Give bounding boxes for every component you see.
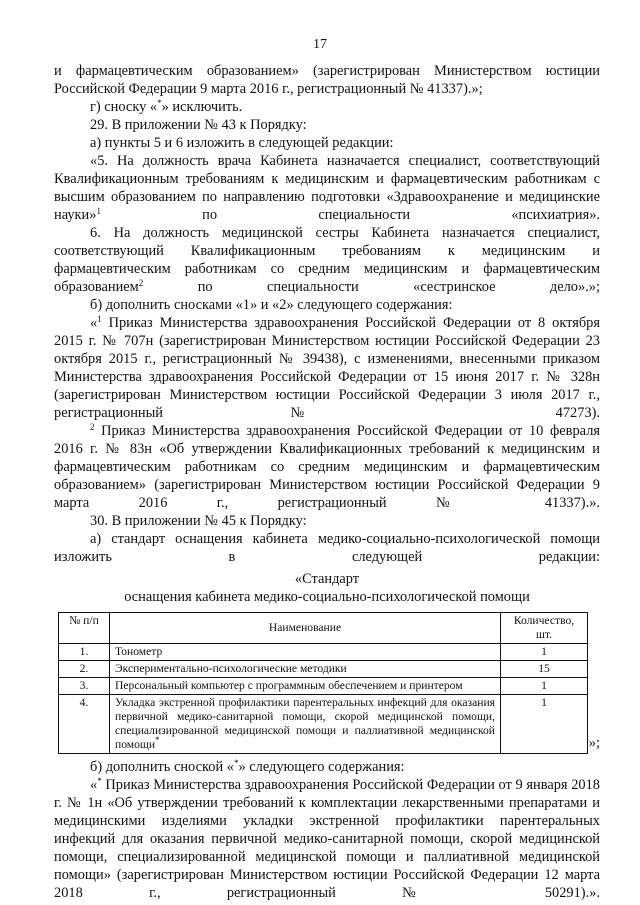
footnote-mark-1: 1 [96,206,101,216]
footnote-1-text: «$^1$ Приказ Министерства здравоохранения Российской Федерации от 8 октября 2015 г. № 707н (зарегистрирован Министерством юстиции Российской Федерации 23 октября 2015 г., регистрационный № 39438), с изменениями, внесенными приказом Министерства здравоохранения Российской Федерации от 15 июня 2017 г. № 328н (зарегистрирован Министерством юстиции Российской Федерации 3 июля 2017 г., регистрационный № 47273). [54,314,600,421]
footnote-star: * [155,735,160,745]
row-quantity: 1 [501,644,588,661]
paragraph-footnote-removal: г) сноску «*» исключить. [90,98,243,115]
table-header-row [59,613,588,644]
footnote-mark-2: 2 [138,278,144,288]
table-row [59,678,588,695]
table-closing-quote: »; [588,735,600,751]
row-quantity: 1 [501,678,588,695]
equipment-table-wrap [54,612,600,754]
header-name: Наименование [110,613,501,644]
paragraph-continuation: и фармацевтическим образованием» (зарегистрирован Министерством юстиции [54,63,600,79]
row-name: Тонометр [110,644,501,661]
item-a-points: а) пункты 5 и 6 изложить в следующей редакции: [90,135,394,151]
row-name: Персональный компьютер с программным обеспечением и принтером [110,678,501,695]
document-body [54,62,600,902]
section-29-heading: 29. В приложении № 43 к Порядку: [90,117,307,133]
row-quantity: 1 [501,695,588,754]
row-name: Экспериментально-психологические методики [110,661,501,678]
standard-title: «Стандарт [294,571,360,587]
table-row [59,644,588,661]
section-30-heading: 30. В приложении № 45 к Порядку: [90,513,307,529]
equipment-table [58,612,588,754]
item-a-standard: а) стандарт оснащения кабинета медико-социально-психологической помощи изложить в следующей редакции: [54,531,600,565]
row-number: 4. [59,695,110,754]
footnote-2-text: $^2$ Приказ Министерства здравоохранения Российской Федерации от 10 февраля 2016 г. № 83н «Об утверждении Квалификационных требований к медицинским и фармацевтическим работникам со средним медицинским и фармацевтическим образованием» (зарегистрирован Министерством юстиции Российской Федерации 9 марта 2016 г., регистрационный № 41337).». [54,422,600,511]
point-6-text: 6. На должность медицинской сестры Кабинета назначается специалист, соответствующий Квалификационным требованиям к медицинским и фармацевтическим работникам со средним медицинским и фармацевтическим образованием$^2$ по специальности «сестринское дело».»; [54,225,600,295]
header-quantity: Количество, шт. [501,613,588,644]
table-row [59,661,588,678]
row-name: Укладка экстренной профилактики парентеральных инфекций для оказания первичной медико-санитарной помощи, скорой медицинской помощи, специализированной медицинской помощи и паллиативной медицинской помощи* [110,695,501,754]
header-number: № п/п [59,613,110,644]
footnote-star-text: «* Приказ Министерства здравоохранения Российской Федерации от 9 января 2018 г. № 1н «Об утверждении требований к комплектации лекарственными препаратами и медицинскими изделиями укладки экстренной профилактики парентеральных инфекций для оказания первичной медико-санитарной помощи, скорой медицинской помощи, специализированной медицинской помощи и паллиативной медицинской помощи» (зарегистрирован Министерством юстиции Российской Федерации 12 марта 2018 г., регистрационный № 50291).». [54,776,600,901]
point-5-text: «5. На должность врача Кабинета назначается специалист, соответствующий Квалификационным требованиям к медицинским и фармацевтическим работникам с высшим образованием по направлению подготовки «Здравоохранение и медицинские науки»$^1$ по специальности «психиатрия». [54,153,600,223]
row-number: 1. [59,644,110,661]
footnote-star: * [157,98,162,108]
paragraph-continuation-end: Российской Федерации 9 марта 2016 г., регистрационный № 41337).»; [54,81,483,97]
table-row [59,695,588,754]
item-b-footnote-star: б) дополнить сноской «*» следующего содержания: [90,758,405,775]
row-number: 2. [59,661,110,678]
page-number: 17 [313,37,327,52]
row-number: 3. [59,678,110,695]
row-quantity: 15 [501,661,588,678]
item-b-footnotes: б) дополнить сносками «1» и «2» следующего содержания: [90,297,453,313]
standard-subtitle: оснащения кабинета медико-социально-психологической помощи [124,589,530,605]
